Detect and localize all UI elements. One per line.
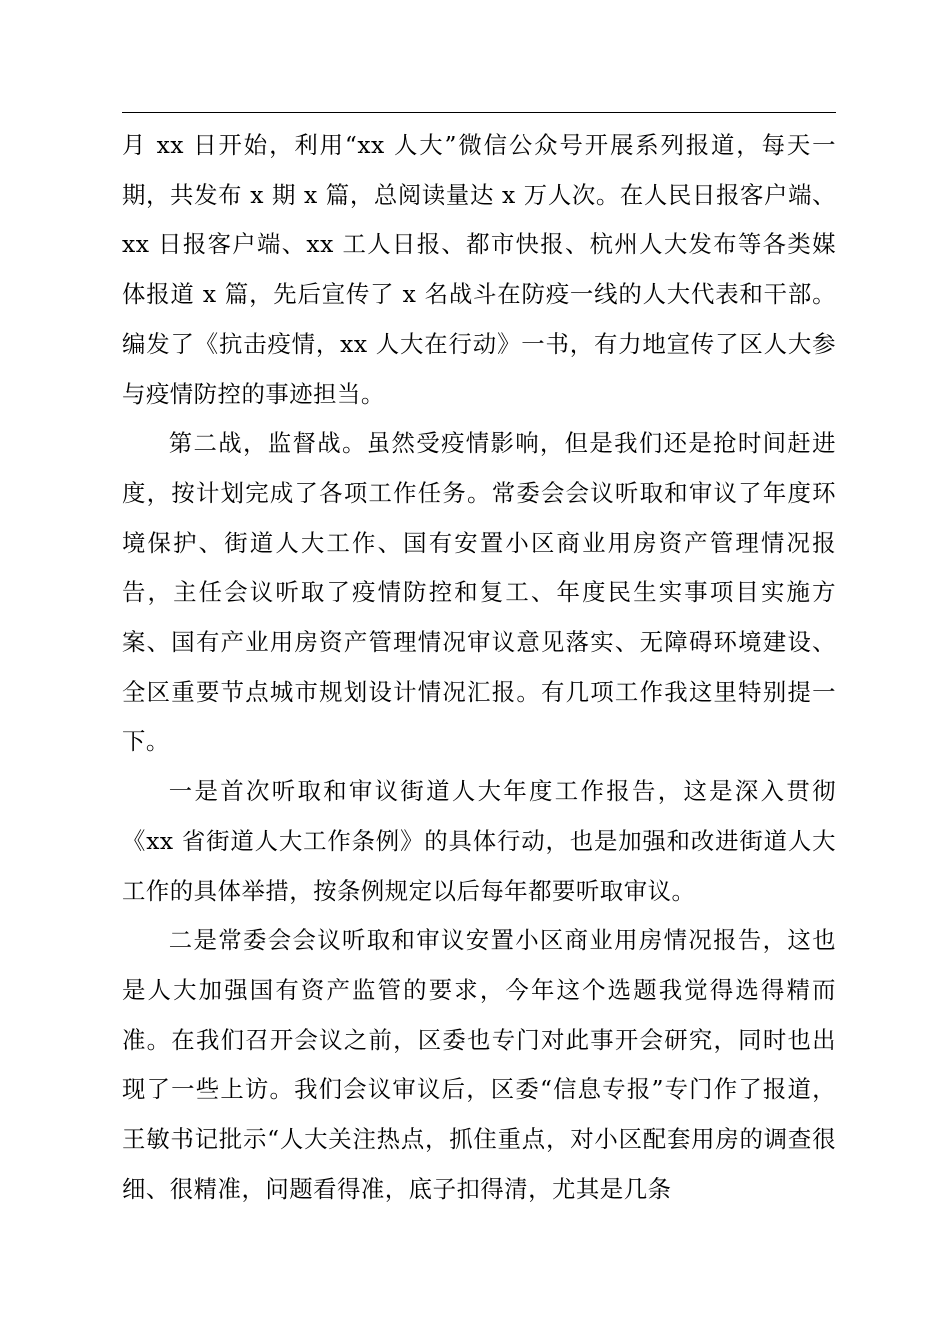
paragraph-3: 一是首次听取和审议街道人大年度工作报告，这是深入贯彻《xx 省街道人大工作条例》的具体行动，也是加强和改进街道人大工作的具体举措，按条例规定以后每年都要听取审议。 (122, 777, 836, 905)
paragraph-4: 二是常委会会议听取和审议安置小区商业用房情况报告，这也是人大加强国有资产监管的要求，今年这个选题我觉得选得精而准。在我们召开会议之前，区委也专门对此事开会研究，同时也出现了一些上访。我们会议审议后，区委“信息专报”专门作了报道，王敏书记批示“人大关注热点，抓住重点，对小区配套用房的调查很细、很精准，问题看得准，底子扣得清，尤其是几条 (122, 926, 836, 1203)
document-body (122, 121, 836, 1214)
paragraph-1: 月 xx 日开始，利用“xx 人大”微信公众号开展系列报道，每天一期，共发布 x 期 x 篇，总阅读量达 x 万人次。在人民日报客户端、xx 日报客户端、xx 工人日报、都市快报、杭州人大发布等各类媒体报道 x 篇，先后宣传了 x 名战斗在防疫一线的人大代表和干部。编发了《抗击疫情，xx 人大在行动》一书，有力地宣传了区人大参与疫情防控的事迹担当。 (122, 131, 836, 408)
paragraph-2: 第二战，监督战。虽然受疫情影响，但是我们还是抢时间赶进度，按计划完成了各项工作任务。常委会会议听取和审议了年度环境保护、街道人大工作、国有安置小区商业用房资产管理情况报告，主任会议听取了疫情防控和复工、年度民生实事项目实施方案、国有产业用房资产管理情况审议意见落实、无障碍环境建设、全区重要节点城市规划设计情况汇报。有几项工作我这里特别提一下。 (122, 429, 836, 756)
header-rule (122, 112, 836, 113)
